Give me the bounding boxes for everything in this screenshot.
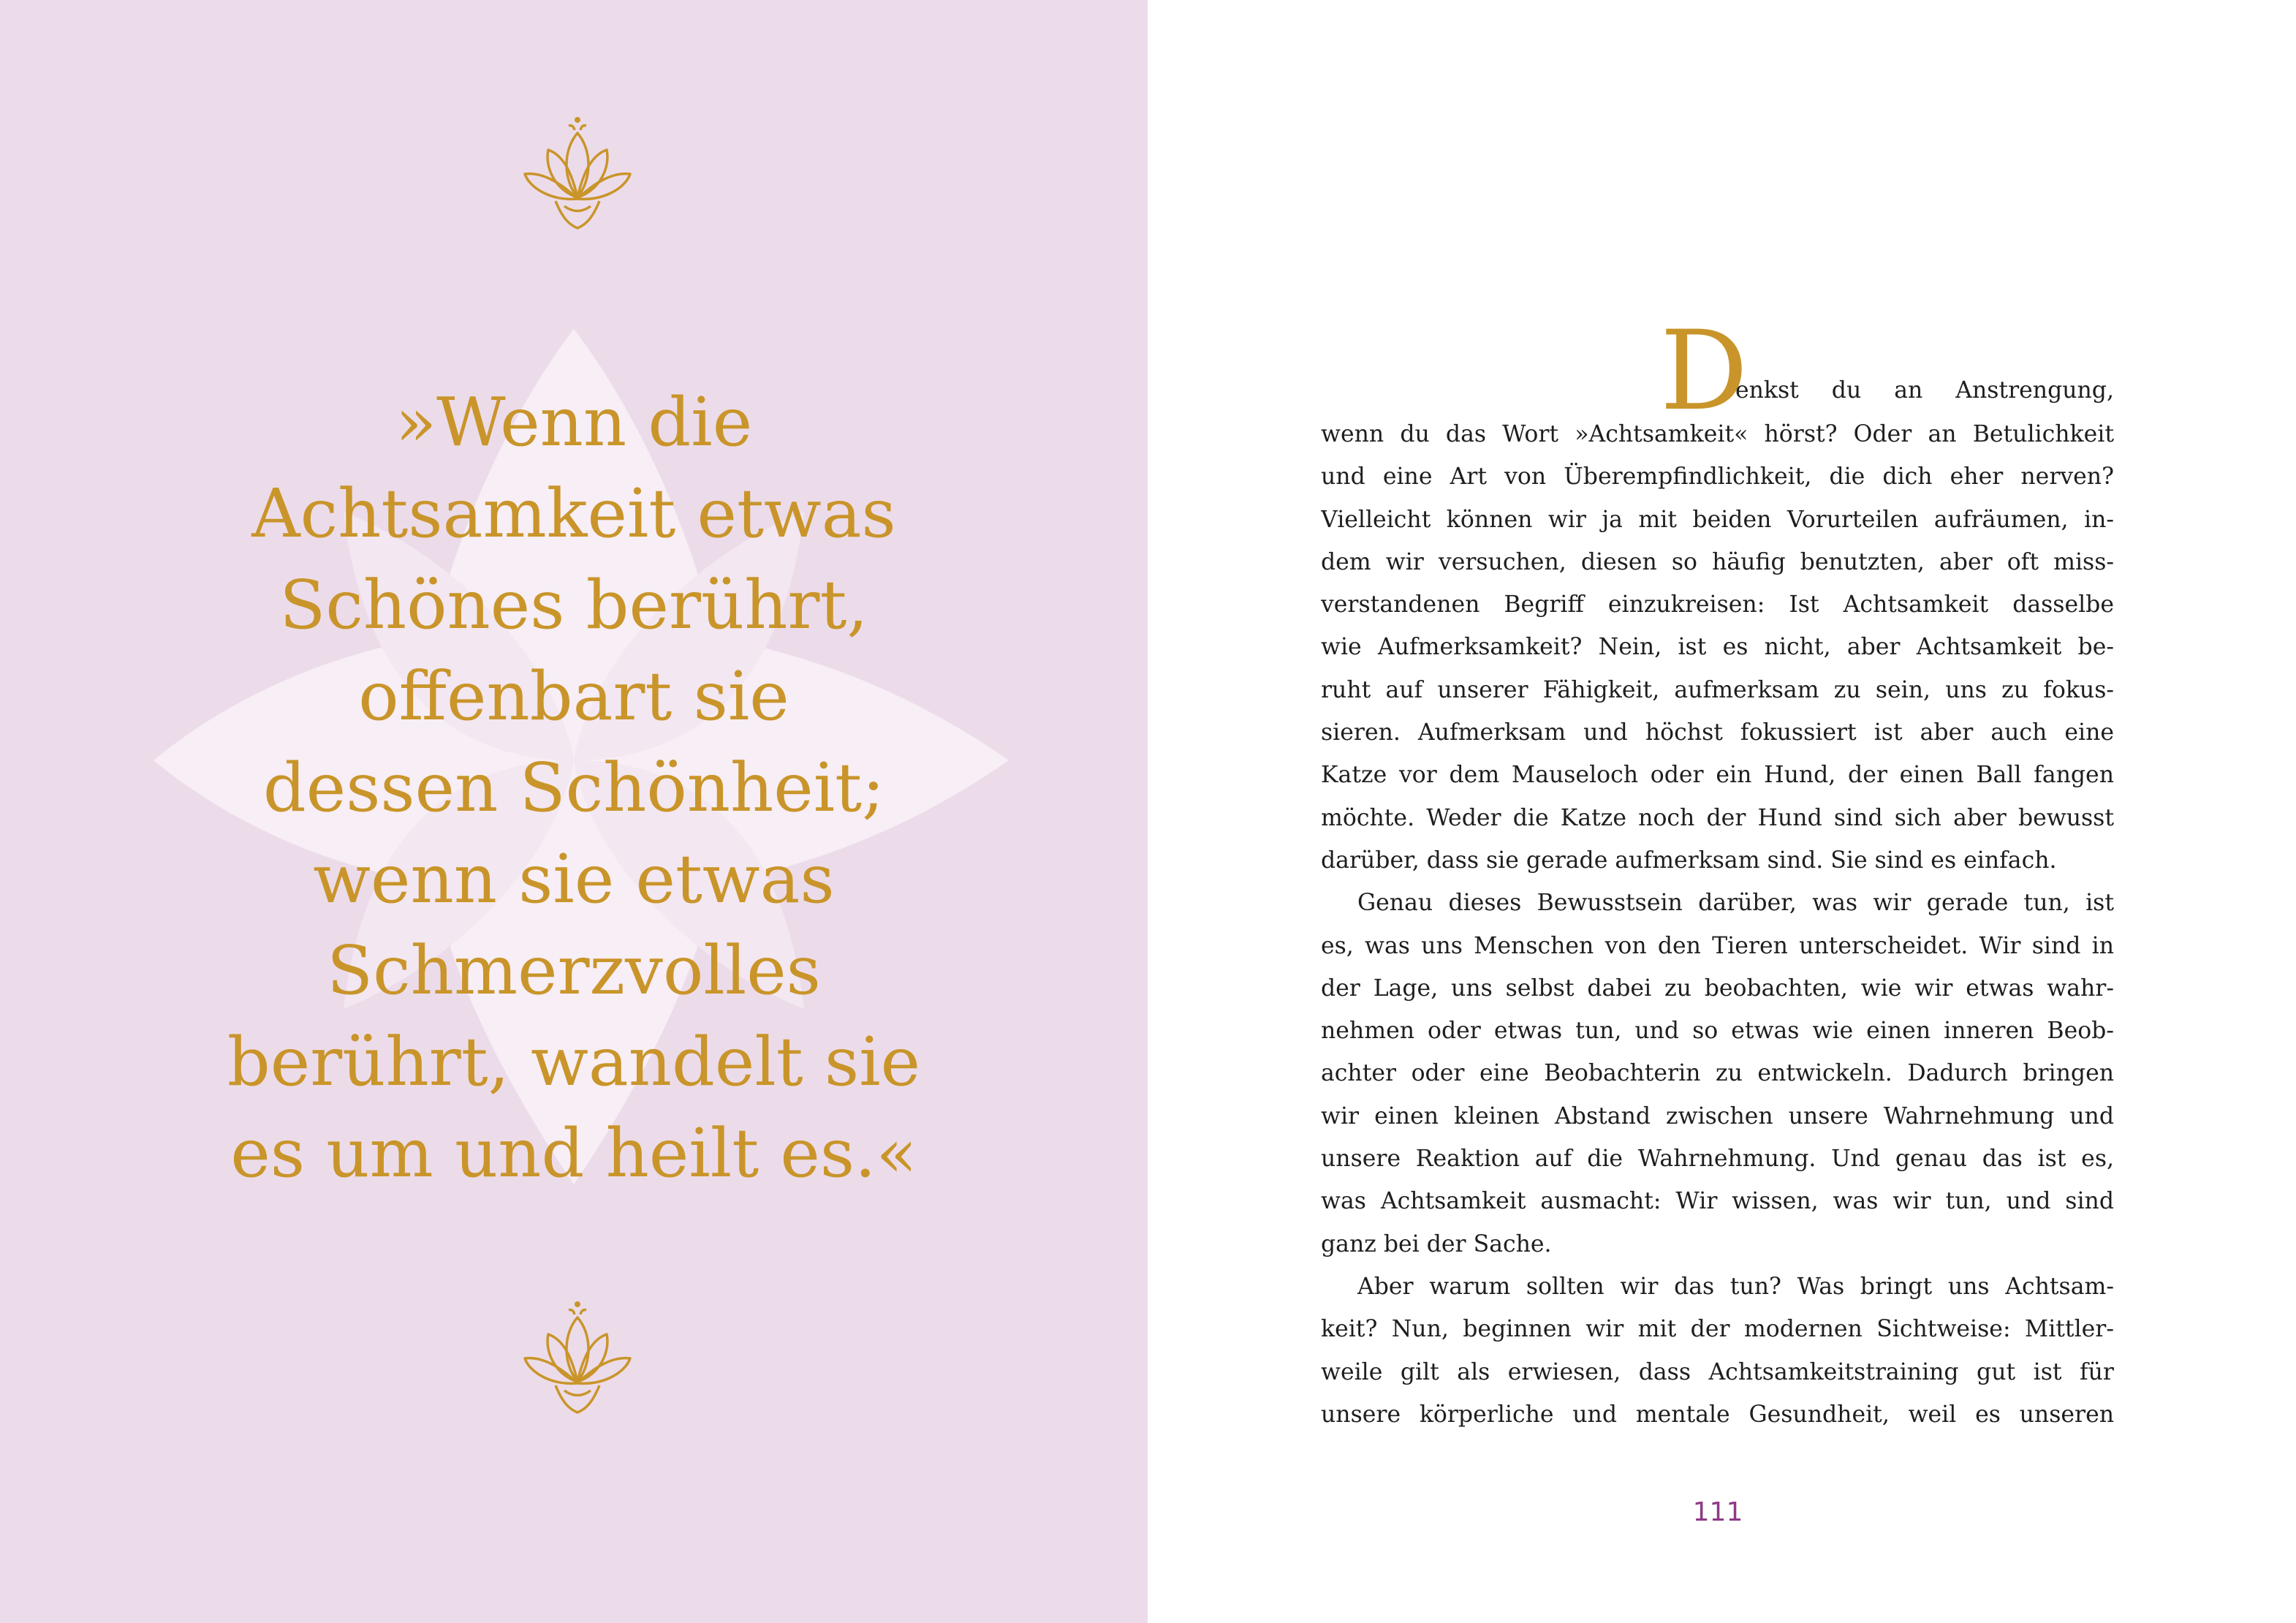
text-line: weile gilt als erwiesen, dass Achtsamkeitstraining gut ist für [1321, 1358, 2114, 1385]
text-line: Katze vor dem Mauseloch oder ein Hund, der einen Ball fangen [1321, 762, 2114, 789]
text-line: möchte. Weder die Katze noch der Hund sind sich aber bewusst [1321, 804, 2114, 831]
text-line: was Achtsamkeit ausmacht: Wir wissen, was wir tun, und sind [1321, 1188, 2114, 1215]
lotus-icon [512, 110, 643, 241]
drop-cap: D [1660, 308, 1748, 435]
text-line: dem wir versuchen, diesen so häufig benutzten, aber oft miss- [1321, 548, 2114, 575]
quote-line: »Wenn die [395, 383, 753, 461]
text-line: unsere Reaktion auf die Wahrnehmung. Und genau das ist es, [1321, 1146, 2114, 1173]
text-line: keit? Nun, beginnen wir mit der modernen Sichtweise: Mittler- [1321, 1316, 2114, 1343]
text-line: sieren. Aufmerksam und höchst fokussiert ist aber auch eine [1321, 719, 2114, 746]
text-line: unsere körperliche und mentale Gesundheit, weil es unseren [1321, 1401, 2114, 1428]
body-text [1321, 308, 2114, 1436]
text-line: ganz bei der Sache. [1321, 1230, 1552, 1257]
text-line: es, was uns Menschen von den Tieren unterscheidet. Wir sind in [1321, 932, 2114, 959]
text-line: nehmen oder etwas tun, und so etwas wie einen inneren Beob- [1321, 1018, 2114, 1045]
quote-line: offenbart sie [358, 657, 789, 735]
text-line: Aber warum sollten wir das tun? Was bringt uns Achtsam- [1357, 1273, 2114, 1300]
quote-line: Schönes berührt, [279, 566, 868, 644]
page-number: 111 [1692, 1497, 1743, 1527]
text-line: ruht auf unserer Fähigkeit, aufmerksam zu sein, uns zu fokus- [1321, 676, 2114, 703]
text-line: der Lage, uns selbst dabei zu beobachten, wie wir etwas wahr- [1321, 975, 2114, 1002]
quote-line: berührt, wandelt sie [227, 1023, 921, 1101]
quote-line: dessen Schönheit; [262, 749, 885, 827]
text-line: Genau dieses Bewusstsein darüber, was wir gerade tun, ist [1357, 890, 2114, 917]
quote-line: Achtsamkeit etwas [251, 474, 896, 553]
quote-line: es um und heilt es.« [230, 1114, 917, 1192]
text-line: verstandenen Begriff einzukreisen: Ist Achtsamkeit dasselbe [1321, 591, 2114, 618]
text-line: und eine Art von Überempfindlichkeit, die dich eher nerven? [1321, 464, 2114, 491]
pull-quote [183, 377, 965, 1199]
text-line: Vielleicht können wir ja mit beiden Vorurteilen aufräumen, in- [1321, 506, 2114, 533]
text-line: wenn du das Wort »Achtsamkeit« hörst? Oder an Betulichkeit [1321, 421, 2114, 447]
text-line: darüber, dass sie gerade aufmerksam sind. Sie sind es einfach. [1321, 847, 2057, 874]
lotus-icon [512, 1294, 643, 1426]
quote-line: wenn sie etwas [313, 840, 835, 918]
quote-line: Schmerzvolles [327, 931, 821, 1010]
text-line: wie Aufmerksamkeit? Nein, ist es nicht, aber Achtsamkeit be- [1321, 634, 2114, 661]
text-line: achter oder eine Beobachterin zu entwickeln. Dadurch bringen [1321, 1060, 2114, 1087]
text-line: wir einen kleinen Abstand zwischen unsere Wahrnehmung und [1321, 1102, 2114, 1130]
first-line-text: enkst du an Anstrengung, [1735, 377, 2114, 404]
